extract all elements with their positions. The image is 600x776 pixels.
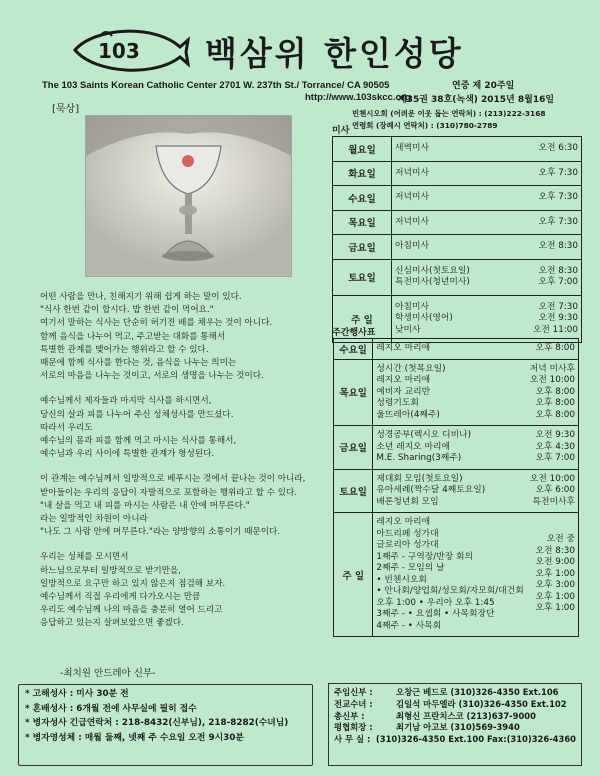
event-time: 오전 6:30 xyxy=(538,143,578,153)
event-name: 레지오 마리애 xyxy=(376,375,431,385)
article-line: 이 관계는 예수님께서 일방적으로 베푸시는 것에서 끝나는 것이 아니라, xyxy=(40,474,306,485)
event-name: 제대회 모임(첫토요일) xyxy=(376,473,463,484)
schedule-items xyxy=(373,513,527,637)
event-name: 성시간 (첫목요일) xyxy=(376,363,446,374)
schedule-times xyxy=(508,210,582,235)
schedule-day: 금요일 xyxy=(333,235,392,260)
schedule-day: 수요일 xyxy=(334,339,373,360)
event-time: 오후 8:00 xyxy=(535,409,575,420)
article-line: 우리는 성체를 모시면서 xyxy=(40,552,129,563)
website-link[interactable]: http://www.103skcc.org xyxy=(305,92,411,103)
schedule-items xyxy=(373,469,527,513)
schedule-times xyxy=(508,161,582,186)
schedule-items xyxy=(392,161,508,186)
note-line: * 병자성사 긴급연락처 : 218-8432(신부님), 218-8282(수녀님) xyxy=(25,718,289,728)
schedule-day: 토요일 xyxy=(334,469,373,513)
meditation-tag: [묵상] xyxy=(52,104,80,115)
article-line: "내 살을 먹고 내 피를 마시는 사람은 내 안에 머무른다." xyxy=(40,500,250,511)
schedule-row xyxy=(334,469,579,513)
issue-week: 연중 제 20주일 xyxy=(452,81,515,91)
staff-directory xyxy=(328,683,582,766)
event-time: 저녁 미사후 xyxy=(529,363,575,374)
article-line: 예수님과 우리 사이에 특별한 관계가 형성된다. xyxy=(40,449,215,460)
schedule-items xyxy=(392,186,508,211)
event-name: 낮미사 xyxy=(395,324,421,335)
staff-row xyxy=(334,699,576,711)
event-name: 성경공부(렉시오 디비나) xyxy=(376,430,472,440)
note-line: * 고해성사 : 미사 30분 전 xyxy=(25,689,129,699)
event-name: 예비자 교리반 xyxy=(376,386,431,397)
event-name: 아침미사 xyxy=(395,241,429,251)
event-time: 오전 8:30 xyxy=(538,241,578,251)
svg-text:103: 103 xyxy=(98,39,140,63)
event-name: 성령기도회 xyxy=(376,398,419,408)
event-time: 오후 4:30 xyxy=(535,441,575,452)
chalice-icon xyxy=(86,116,291,276)
schedule-items xyxy=(373,426,527,470)
chalice-photo xyxy=(85,115,292,277)
article-line: 받아들이는 우리의 응답이 자발적으로 포함하는 행위라고 할 수 있다. xyxy=(40,487,298,498)
article-line: 일방적으로 요구만 하고 있지 않은지 점검해 보자. xyxy=(40,578,226,589)
event-name: 글로리아 성가대 xyxy=(376,540,439,550)
staff-role: 전교수녀 : xyxy=(334,698,373,709)
event-time: 오후 7:30 xyxy=(538,216,578,227)
article-line: 여기서 말하는 식사는 단순히 허기진 배를 채우는 것이 아니다. xyxy=(40,318,273,329)
schedule-day: 목요일 xyxy=(334,359,373,426)
schedule-row xyxy=(334,513,579,637)
event-time: 오전 9:00 xyxy=(535,557,575,568)
staff-row xyxy=(334,711,576,723)
event-name: 오후 1:00 • 우리아 오후 1:45 xyxy=(376,597,495,608)
schedule-day: 수요일 xyxy=(333,186,392,211)
schedule-times xyxy=(527,469,579,513)
schedule-day: 화요일 xyxy=(333,161,392,186)
staff-detail: (310)326-4350 Ext.100 Fax:(310)326-4360 xyxy=(375,734,576,745)
article-line: 예수님의 몸과 피를 함께 먹고 마시는 식사를 통해서, xyxy=(40,436,237,447)
event-time: 오전 중 xyxy=(546,534,575,545)
article-line: 서로의 마음을 나누는 것이고, 서로의 생명을 나누는 것이다. xyxy=(40,371,264,382)
article-line: 따라서 우리도 xyxy=(40,422,93,433)
event-name: 아드리페 성가대 xyxy=(376,528,439,539)
event-name: 특전미사(청년미사) xyxy=(395,277,470,287)
event-name: 4째주 - • 사목회 xyxy=(376,620,442,631)
staff-detail: 오창근 베드로 (310)326-4350 Ext.106 xyxy=(396,687,559,697)
schedule-times xyxy=(508,295,582,343)
church-logo xyxy=(70,22,190,77)
event-time: 오후 8:00 xyxy=(535,386,575,397)
schedule-row xyxy=(333,259,582,295)
schedule-times xyxy=(508,186,582,211)
event-time: 오후 1:00 xyxy=(535,603,575,614)
church-title: 백삼위 한인성당 xyxy=(205,34,464,73)
event-name: 신심미사(첫토요일) xyxy=(395,265,470,276)
schedule-items xyxy=(392,259,508,295)
event-name: 울뜨레아(4째주) xyxy=(376,409,440,420)
event-name: 3째주 - • 요셉회 • 사목회장단 xyxy=(376,609,495,619)
staff-role: 총신부 : xyxy=(334,710,365,721)
schedule-times xyxy=(508,137,582,162)
article-line: 당신의 살과 피를 나누어 주신 성체성사를 만드셨다. xyxy=(40,409,234,420)
schedule-times xyxy=(508,259,582,295)
event-time: 오전 8:30 xyxy=(535,545,575,556)
article-line: 특별한 관계를 맺어가는 행위라고 할 수 있다. xyxy=(40,344,209,355)
schedule-row xyxy=(333,161,582,186)
schedule-day: 주 일 xyxy=(334,513,373,637)
mass-heading: 미사 xyxy=(332,126,350,136)
article-line: 어떤 사람을 만나, 친해지기 위해 쉽게 하는 말이 있다. xyxy=(40,292,242,302)
event-time: 오전 9:30 xyxy=(535,430,575,440)
staff-role: 평협회장 : xyxy=(334,722,373,733)
article-line: 예수님께서 직접 우리에게 다가오시는 만큼 xyxy=(40,592,201,603)
article-line: "나도 그 사람 안에 머무른다."라는 양방향의 소통이기 때문이다. xyxy=(40,527,281,538)
schedule-day: 토요일 xyxy=(333,259,392,295)
schedule-row xyxy=(333,210,582,235)
event-time: 오후 1:00 xyxy=(535,568,575,579)
event-name: 저녁미사 xyxy=(395,192,429,202)
note-line: * 혼배성사 : 6개월 전에 사무실에 필히 접수 xyxy=(25,703,197,714)
event-time: 오후 8:00 xyxy=(535,398,575,408)
article-line: "식사 한번 같이 합시다. 밥 한번 같이 먹어요." xyxy=(40,305,214,316)
event-name: M.E. Sharing(3째주) xyxy=(376,453,462,463)
staff-row xyxy=(334,734,576,746)
schedule-row xyxy=(333,235,582,260)
event-time: 오후 7:30 xyxy=(538,192,578,202)
weekly-schedule-table xyxy=(333,338,579,637)
event-name: 소년 레지오 마리애 xyxy=(376,441,450,452)
staff-role: 주임신부 : xyxy=(334,687,373,697)
schedule-times xyxy=(527,426,579,470)
church-address: The 103 Saints Korean Catholic Center 2701 W. 237th St./ Torrance/ CA 90505 xyxy=(42,80,390,91)
schedule-times xyxy=(527,339,579,360)
schedule-row xyxy=(334,426,579,470)
event-name: 1째주 - 구역장/반장 회의 xyxy=(376,551,473,562)
event-name: 아침미사 xyxy=(395,301,429,312)
article-line: 예수님께서 제자들과 마지막 식사를 하시면서, xyxy=(40,396,212,407)
event-name: 저녁미사 xyxy=(395,167,429,178)
event-time: 오전 9:30 xyxy=(538,313,578,323)
schedule-times xyxy=(508,235,582,260)
event-name: 배론청년회 모임 xyxy=(376,496,439,507)
event-time: 오전 11:00 xyxy=(532,324,578,335)
schedule-items xyxy=(373,359,527,426)
schedule-row xyxy=(334,339,579,360)
schedule-items xyxy=(392,235,508,260)
article-line: 하느님으로부터 일방적으로 받기만을, xyxy=(40,565,182,576)
event-time: 특전미사후 xyxy=(532,496,575,507)
event-time: 오후 7:00 xyxy=(535,453,575,463)
schedule-day: 주 일 xyxy=(333,295,392,343)
staff-row xyxy=(334,687,576,699)
staff-detail: 최형신 프란치스코 (213)637-9000 xyxy=(396,710,536,721)
staff-row xyxy=(334,722,576,734)
contact-info xyxy=(352,108,546,132)
article-author: -최치원 안드레아 신부- xyxy=(60,668,156,679)
schedule-row xyxy=(334,359,579,426)
schedule-row xyxy=(333,186,582,211)
schedule-day: 목요일 xyxy=(333,210,392,235)
article-line: 응답하고 있는지 살펴보았으면 좋겠다. xyxy=(40,618,184,629)
event-name: 레지오 마리애 xyxy=(376,517,431,527)
event-name: 저녁미사 xyxy=(395,216,429,227)
contact-line: 연령회 (장례시 연락처) : (310)780-2789 xyxy=(352,121,498,130)
article-line: 때문에 함께 식사를 한다는 것, 음식을 나누는 의미는 xyxy=(40,358,237,369)
schedule-items xyxy=(392,210,508,235)
contact-line: 빈첸시오회 (어려운 이웃 돕는 연락처) : (213)222-3168 xyxy=(352,109,546,118)
event-time: 오전 8:30 xyxy=(538,265,578,276)
event-time: 오전 7:30 xyxy=(538,301,578,312)
event-time: 오후 6:00 xyxy=(535,485,575,495)
staff-role: 사 무 실 : xyxy=(334,734,371,745)
event-name: • 빈첸시오회 xyxy=(376,574,427,585)
article-line: 함께 음식을 나누어 먹고, 주고받는 대화를 통해서 xyxy=(40,331,226,342)
schedule-items xyxy=(373,339,527,360)
meditation-article xyxy=(40,291,340,631)
staff-detail: 최기남 아고보 (310)569-3940 xyxy=(396,722,520,733)
event-name: 새벽미사 xyxy=(395,143,429,153)
note-line: * 병자영성체 : 매월 둘째, 넷째 주 수요일 오전 9시30분 xyxy=(25,732,244,743)
event-name: 2째주 - 모임의 날 xyxy=(376,563,445,573)
issue-info: 제35권 38호(녹색) 2015년 8월16일 xyxy=(398,95,555,105)
event-name: 학생미사(영어) xyxy=(395,313,453,323)
event-time: 오전 10:00 xyxy=(529,473,575,484)
event-name: • 안나회/양업회/성모회/자모회/대건회 xyxy=(376,586,524,596)
article-line: 우리도 예수님께 나의 마음을 충분히 열어 드리고 xyxy=(40,605,223,616)
schedule-row xyxy=(333,137,582,162)
schedule-day: 월요일 xyxy=(333,137,392,162)
event-name: 레지오 마리애 xyxy=(376,343,431,353)
event-name: 유아세례(짝수달 4째토요일) xyxy=(376,485,486,495)
schedule-items xyxy=(392,137,508,162)
schedule-times xyxy=(527,513,579,637)
weekly-heading: 주간행사표 xyxy=(332,328,376,338)
event-time: 오전 10:00 xyxy=(529,375,575,385)
mass-schedule-table xyxy=(332,136,582,343)
staff-detail: 김일석 마두엘라 (310)326-4350 Ext.102 xyxy=(396,698,567,709)
sacrament-notes xyxy=(18,684,313,766)
event-time: 오후 3:00 xyxy=(535,580,575,591)
schedule-day: 금요일 xyxy=(334,426,373,470)
event-time: 오후 8:00 xyxy=(535,343,575,353)
event-time: 오후 1:00 xyxy=(535,591,575,602)
event-time: 오후 7:00 xyxy=(538,277,578,287)
schedule-items xyxy=(392,295,508,343)
schedule-times xyxy=(527,359,579,426)
article-line: 라는 일방적인 차원이 아니라 xyxy=(40,514,148,525)
event-time: 오후 7:30 xyxy=(538,167,578,178)
